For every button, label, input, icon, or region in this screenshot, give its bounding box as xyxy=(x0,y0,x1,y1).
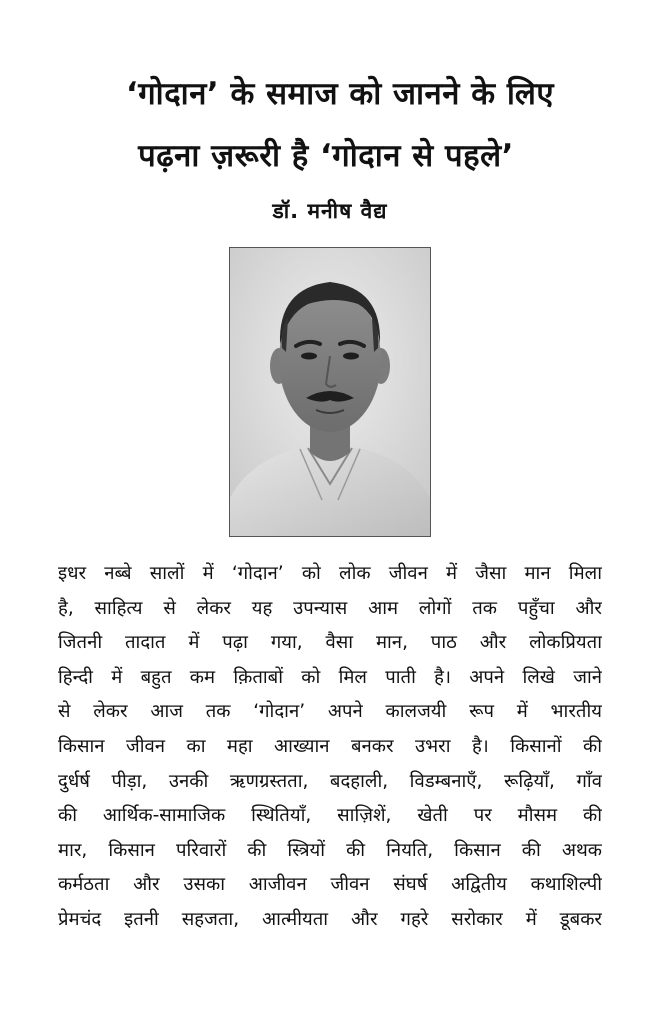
body-line: कर्मठता और उसका आजीवन जीवन संघर्ष अद्वितीय कथाशिल्पी xyxy=(58,874,602,896)
body-line: की आर्थिक-सामाजिक स्थितियाँ, साज़िशें, खेती पर मौसम की xyxy=(58,805,602,827)
body-line: इधर नब्बे सालों में ‘गोदान’ को लोक जीवन में जैसा मान मिला xyxy=(58,563,602,584)
article-body xyxy=(58,557,602,938)
article-title-line-1: ‘गोदान’ के समाज को जानने के लिए xyxy=(125,76,555,112)
author-name: डॉ. मनीष वैद्य xyxy=(272,199,388,223)
body-line: दुर्धर्ष पीड़ा, उनकी ऋणग्रस्तता, बदहाली, विडम्बनाएँ, रूढ़ियाँ, गाँव xyxy=(58,770,602,792)
body-line: मार, किसान परिवारों की स्त्रियों की नियति, किसान की अथक xyxy=(58,839,602,861)
body-line: से लेकर आज तक ‘गोदान’ अपने कालजयी रूप में भारतीय xyxy=(58,701,602,723)
portrait-icon xyxy=(230,248,430,536)
body-line: जितनी तादात में पढ़ा गया, वैसा मान, पाठ और लोकप्रियता xyxy=(58,632,602,654)
body-line: हिन्दी में बहुत कम क़िताबों को मिल पाती है। अपने लिखे जाने xyxy=(58,666,602,688)
author-photo xyxy=(229,247,431,537)
body-line: प्रेमचंद इतनी सहजता, आत्मीयता और गहरे सरोकार में डूबकर xyxy=(58,908,602,930)
body-line: है, साहित्य से लेकर यह उपन्यास आम लोगों तक पहुँचा और xyxy=(58,597,602,619)
article-title-line-2: पढ़ना ज़रूरी है ‘गोदान से पहले’ xyxy=(138,138,514,174)
body-line: किसान जीवन का महा आख्यान बनकर उभरा है। किसानों की xyxy=(58,735,602,757)
